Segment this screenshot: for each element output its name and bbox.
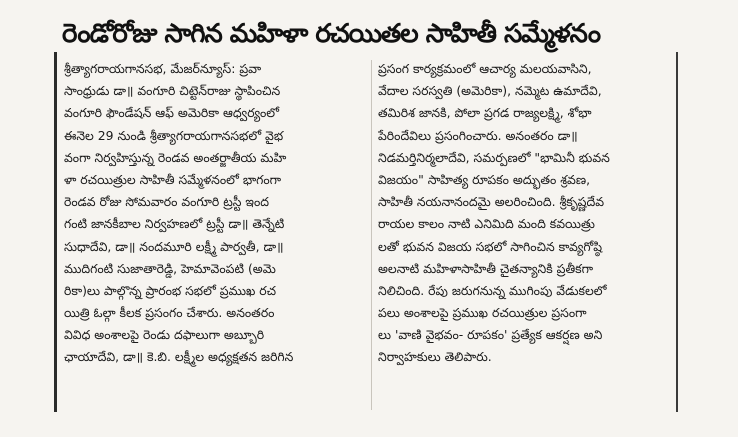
article-line: రెండవ రోజు సోమవారం వంగూరి ట్రస్టీ ఇంద xyxy=(64,194,269,210)
article-line: పేరిందేవిలు ప్రసంగించారు. అనంతరం డా॥ xyxy=(378,127,578,143)
article-line: నిలిచింది. రేపు జరుగనున్న ముగింపు వేడుకలలో xyxy=(378,282,607,298)
article-line: గంటి జానకీబాల నిర్వహణలో ట్రస్టీ డా॥ తెన్నేటి xyxy=(64,216,285,232)
article-line: ఈనెల 29 నుండి శ్రీత్యాగరాయగానసభలో వైభ xyxy=(64,127,284,143)
article-column-left xyxy=(64,58,360,369)
article-line: ళా రచయిత్రుల సాహితీ సమ్మేళనంలో భాగంగా xyxy=(64,171,282,187)
article-line: ఛాయాదేవి, డా॥ కె.బి. లక్ష్మీల అధ్యక్షతన జరిగిన xyxy=(64,349,294,365)
right-border-rule xyxy=(676,52,678,412)
article-line: లతో భువన విజయ సభలో సాగించిన కావ్యగోష్ఠి xyxy=(378,238,603,254)
article-line: నిడమర్తినిర్మలాదేవి, సమర్పణలో "భామినీ భువన xyxy=(378,149,610,165)
article-line: రాయల కాలం నాటి ఎనిమిది మంది కవయిత్రు xyxy=(378,216,595,232)
article-line: ప్రసంగ కార్యక్రమంలో ఆచార్య మలయవాసిని, xyxy=(378,61,592,76)
article-line: వంగా నిర్వహిస్తున్న రెండవ అంతర్జాతీయ మహి xyxy=(64,149,287,165)
article-column-right xyxy=(378,58,674,369)
article-line: సాంధ్రుడు డా॥ వంగూరి చిట్టెన్‌రాజు స్థాపించిన xyxy=(64,83,281,99)
article-line: తమిరిశ జానకి, పోలా ప్రగడ రాజ్యలక్ష్మి, శోభా xyxy=(378,105,592,121)
article-line: నిర్వాహకులు తెలిపారు. xyxy=(378,349,492,365)
article-line: వివిధ అంశాలపై రెండు దఫాలుగా అబ్బూరి xyxy=(64,327,265,343)
article-line: సుధాదేవి, డా॥ నందమూరి లక్ష్మీ పార్వతీ, డా॥ xyxy=(64,238,284,254)
article-line: రికా)లు పాల్గొన్న ప్రారంభ సభలో ప్రముఖ రచ xyxy=(64,282,277,298)
article-line: పలు అంశాలపై ప్రముఖ రచయిత్రుల ప్రసంగా xyxy=(378,305,587,321)
article-line: సాహితీ నయనానందమై అలరించింది. శ్రీకృష్ణదేవ xyxy=(378,194,605,210)
headline: రెండోరోజు సాగిన మహిళా రచయితల సాహితీ సమ్మేళనం xyxy=(62,19,601,49)
article-line: శ్రీత్యాగరాయగానసభ, మేజర్‌న్యూస్: ప్రవా xyxy=(64,61,262,76)
article-line: ముదిగంటి సుజాతారెడ్డి, హెమావెంపటి (అమె xyxy=(64,260,276,276)
left-border-rule xyxy=(54,52,57,412)
article-line: లు 'వాణి వైభవం- రూపకం' ప్రత్యేక ఆకర్షణ అని xyxy=(378,327,603,343)
article-line: విజయం" సాహిత్య రూపకం అద్భుతం శ్రవణ, xyxy=(378,171,591,187)
article-line: వంగూరి ఫౌండేషన్ ఆఫ్ అమెరికా ఆధ్వర్యంలో xyxy=(64,105,279,121)
article-line: యిత్రి ఓల్గా కీలక ప్రసంగం చేశారు. అనంతరం xyxy=(64,305,275,321)
column-divider xyxy=(371,60,372,410)
article-line: వేదాల సరస్వతి (అమెరికా), నమ్మెట ఉమాదేవి, xyxy=(378,83,602,99)
article-line: అలనాటి మహిళాసాహితీ చైతన్యానికి ప్రతీకగా xyxy=(378,260,594,276)
